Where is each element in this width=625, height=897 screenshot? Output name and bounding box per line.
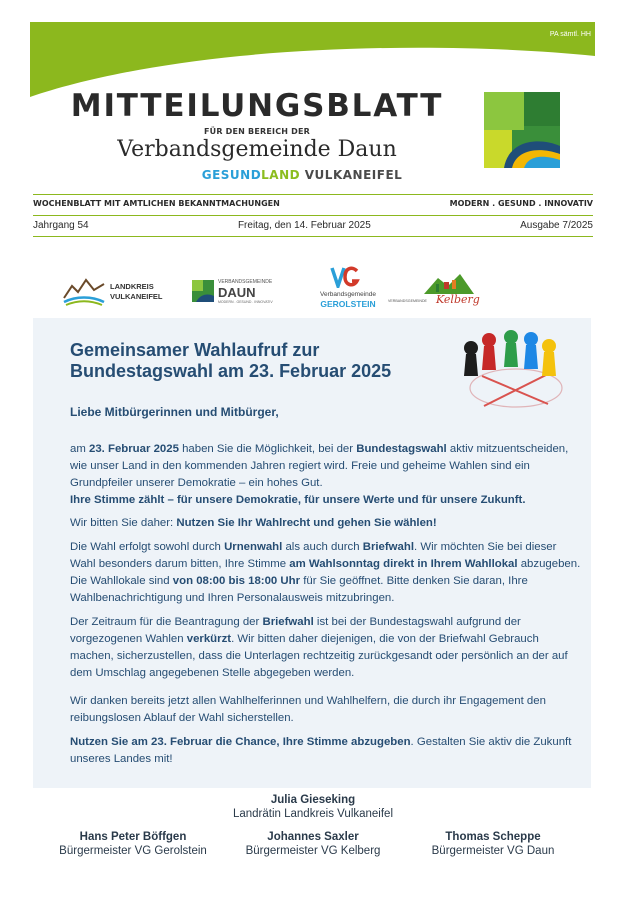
- headline-line-1: Gemeinsamer Wahlaufruf zur: [70, 340, 320, 360]
- signature-landraetin: [33, 793, 593, 821]
- p3-briefwahl: Briefwahl: [362, 541, 414, 553]
- brand-part-gesund: GESUND: [201, 168, 262, 182]
- signature-gerolstein: [38, 830, 228, 858]
- paragraph-6: [70, 734, 585, 768]
- p3-urnenwahl: Urnenwahl: [224, 541, 283, 553]
- signer-name: Julia Gieseking: [270, 794, 356, 806]
- p6-emphasis: Nutzen Sie am 23. Februar die Chance, Ihre Stimme abzugeben: [70, 736, 411, 748]
- p4-text-e: . Wir bitten daher diejenigen, die von der Briefwahl Gebrauch machen, sicherzustellen, dass die Unterlagen rechtzeitig zurückgesandt oder persönlich an der auf dem Umschlag angegebenen Stelle abgegeben werden.: [70, 633, 568, 679]
- daun-top: VERBANDSGEMEINDE: [218, 279, 273, 285]
- issue-date: Freitag, den 14. Februar 2025: [237, 220, 371, 231]
- p1-election-date: 23. Februar 2025: [89, 443, 179, 455]
- daun-name: DAUN: [218, 285, 256, 300]
- page-title: MITTEILUNGSBLATT: [70, 88, 444, 124]
- issue-number: Ausgabe 7/2025: [520, 220, 593, 231]
- p3-text-g: abzugeben. Die Wahllokale sind: [70, 558, 581, 587]
- landkreis-emblem-icon: [62, 274, 106, 308]
- election-pawns-illustration: [456, 326, 572, 410]
- pawn-blue: [524, 332, 538, 369]
- p1-text-e: aktiv mitzuentscheiden, wie unser Land in den kommenden Jahren regiert wird. Freie und geheime Wahlen sind ein Grundpfeiler unserer Demokratie – ein hohes Gut.: [70, 443, 569, 489]
- paragraph-5: Wir danken bereits jetzt allen Wahlhelferinnen und Wahlhelfern, die durch ihr Engagement den reibungslosen Ablauf der Wahl sicherstellen.: [70, 695, 546, 724]
- article-headline: [70, 340, 391, 382]
- masthead-subtitle: FÜR DEN BEREICH DER: [203, 127, 311, 136]
- daun-tag: MODERN . GESUND . INNOVATIV: [218, 300, 273, 304]
- logo-vg-kelberg: [388, 266, 490, 314]
- signer-role: Bürgermeister VG Gerolstein: [59, 845, 207, 857]
- signer-name: Thomas Scheppe: [445, 831, 541, 843]
- signer-role: Bürgermeister VG Daun: [431, 845, 555, 857]
- signature-kelberg: [218, 830, 408, 858]
- p1-text-a: am: [70, 443, 89, 455]
- paragraph-1: [70, 441, 585, 509]
- p3-text-i: für Sie geöffnet. Bitte denken Sie daran, Ihre Wahlbenachrichtigung und Ihren Personalausweis mitzubringen.: [70, 575, 528, 604]
- headline-line-2: Bundestagswahl am 23. Februar 2025: [70, 361, 392, 381]
- article-greeting: Liebe Mitbürgerinnen und Mitbürger,: [70, 405, 279, 419]
- brand-part-land: LAND: [261, 168, 301, 182]
- signer-role: Landrätin Landkreis Vulkaneifel: [232, 808, 394, 820]
- volume-label: Jahrgang 54: [33, 220, 89, 231]
- gerolstein-line1: Verbandsgemeinde: [319, 291, 376, 298]
- pawn-dark: [464, 341, 478, 376]
- logo-vg-daun: [192, 266, 297, 314]
- p4-text-a: Der Zeitraum für die Beantragung der: [70, 616, 263, 628]
- pa-note: PA sämtl. HH: [549, 31, 591, 38]
- p3-wahllokal: am Wahlsonntag direkt in Ihrem Wahllokal: [289, 558, 518, 570]
- p4-text-c: ist bei der Bundestagswahl aufgrund der vorgezogenen Wahlen: [70, 616, 521, 645]
- masthead: [32, 88, 482, 182]
- p3-opening-hours: von 08:00 bis 18:00 Uhr: [172, 575, 301, 587]
- p1-emphasis: Ihre Stimme zählt – für unsere Demokratie, für unsere Werte und für unsere Zukunft.: [70, 494, 526, 506]
- p3-text-a: Die Wahl erfolgt sowohl durch: [70, 541, 225, 553]
- pawn-red: [482, 333, 496, 370]
- p4-briefwahl: Briefwahl: [262, 616, 314, 628]
- vulkaneifel-logo: [484, 92, 560, 168]
- landkreis-line1: LANDKREIS: [110, 282, 154, 291]
- gerolstein-line2: GEROLSTEIN: [320, 299, 376, 309]
- header-swoosh: [30, 22, 595, 97]
- daun-emblem-icon: [192, 280, 214, 302]
- publication-slogan: MODERN . GESUND . INNOVATIV: [449, 199, 593, 208]
- p6-text-b: . Gestalten Sie aktiv die Zukunft unseres Landes mit!: [70, 736, 572, 765]
- partner-logos: [60, 266, 490, 314]
- brand-line: [32, 168, 482, 182]
- municipality-name: Verbandsgemeinde Daun: [117, 137, 397, 162]
- rule-bottom: [33, 236, 593, 237]
- paragraph-4: [70, 614, 585, 682]
- kelberg-prefix: VERBANDSGEMEINDE: [388, 299, 427, 303]
- p1-text-c: haben Sie die Möglichkeit, bei der: [178, 443, 357, 455]
- publication-type: WOCHENBLATT MIT AMTLICHEN BEKANNTMACHUNGEN: [33, 199, 280, 208]
- logo-landkreis-vulkaneifel: [60, 266, 170, 314]
- signer-name: Hans Peter Böffgen: [79, 831, 187, 843]
- p2-text-a: Wir bitten Sie daher:: [70, 517, 177, 529]
- issue-info: [33, 220, 593, 231]
- p3-text-e: . Wir möchten Sie bei dieser Wahl besonders darum bitten, Ihre Stimme: [70, 541, 557, 570]
- signer-role: Bürgermeister VG Kelberg: [245, 845, 381, 857]
- p1-bundestagswahl: Bundestagswahl: [356, 443, 447, 455]
- rule-top: [33, 194, 593, 195]
- publication-bar: [33, 199, 593, 208]
- logo-vg-gerolstein: [308, 266, 388, 314]
- rule-middle: [33, 215, 593, 216]
- paragraph-2: [70, 515, 585, 532]
- pawn-yellow: [542, 339, 556, 376]
- signature-daun: [398, 830, 588, 858]
- kelberg-name: Kelberg: [436, 293, 480, 306]
- p3-text-c: als auch durch: [282, 541, 363, 553]
- landkreis-line2: VULKANEIFEL: [110, 292, 163, 301]
- p2-call-to-vote: Nutzen Sie Ihr Wahlrecht und gehen Sie wählen!: [176, 517, 437, 529]
- pawn-green: [504, 330, 518, 367]
- brand-part-vulkaneifel: VULKANEIFEL: [300, 168, 403, 182]
- gerolstein-mark-icon: [330, 266, 360, 288]
- p4-verkuerzt: verkürzt: [186, 633, 232, 645]
- signer-name: Johannes Saxler: [267, 831, 359, 843]
- paragraph-3: [70, 539, 585, 607]
